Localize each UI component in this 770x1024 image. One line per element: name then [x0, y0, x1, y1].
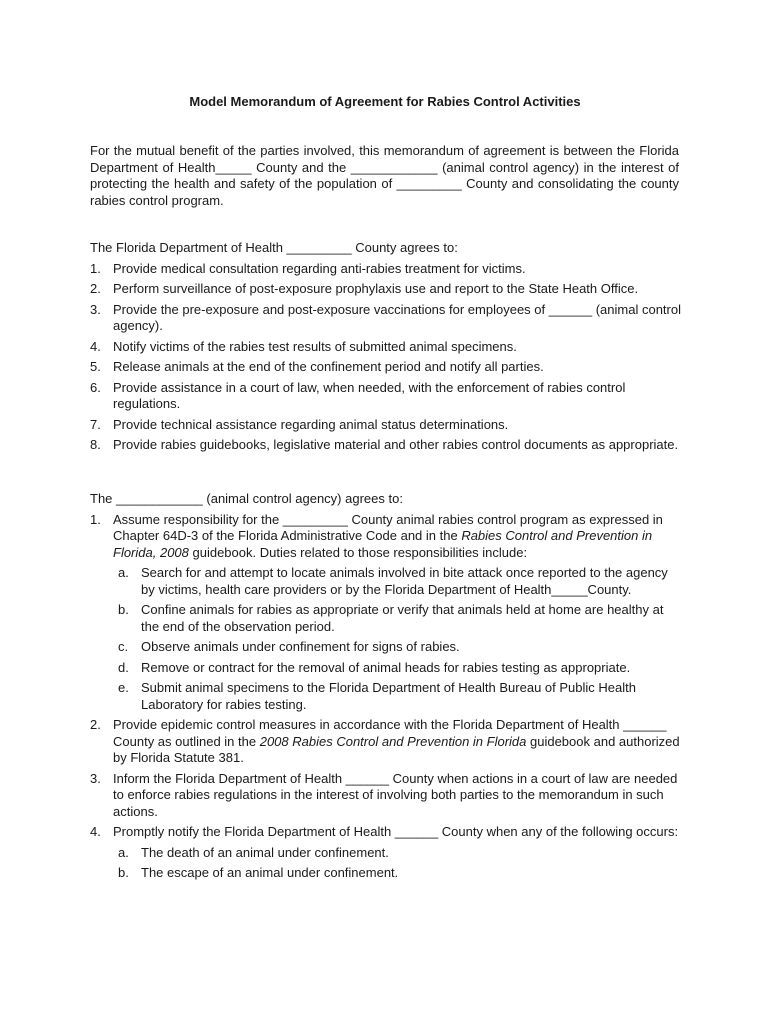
list-item: 5. Release animals at the end of the confinement period and notify all parties.	[90, 359, 544, 374]
agency-duties-list	[90, 512, 685, 882]
list-item: 4. Promptly notify the Florida Department of Health ______ County when any of the following occurs: a. The death of an animal under confinement. b. The escape of an animal under confinement.	[90, 824, 685, 882]
list-item: 3. Inform the Florida Department of Health ______ County when actions in a court of law are needed to enforce rabies regulations in the interest of involving both parties to the memorandum in such actions.	[90, 770, 678, 819]
doh-section	[90, 240, 685, 458]
agency-subduties-list	[113, 565, 685, 713]
intro-paragraph: For the mutual benefit of the parties involved, this memorandum of agreement is between the Florida Department of Health_____ County and the ____________ (animal control agency) in the interest of protecting the health and safety of the population of _________ County and consolidating the county rabies control program.	[90, 143, 679, 208]
doh-section-lead: The Florida Department of Health _________ County agrees to:	[90, 240, 458, 255]
sub-list-item: d. Remove or contract for the removal of animal heads for rabies testing as appropriate.	[118, 659, 631, 675]
notify-conditions-list	[113, 845, 685, 882]
sub-list-item: a. The death of an animal under confinement.	[118, 844, 389, 860]
list-item: 2. Provide epidemic control measures in accordance with the Florida Department of Health ______ County as outlined in the 2008 Rabies Control and Prevention in Florida guidebook and authorized by Florida Statute 381.	[90, 717, 680, 765]
list-item: 1. Provide medical consultation regarding anti-rabies treatment for victims.	[90, 260, 526, 276]
sub-list-item: e. Submit animal specimens to the Florida Department of Health Bureau of Public Health Laboratory for rabies testing.	[118, 680, 636, 712]
list-item: 7. Provide technical assistance regarding animal status determinations.	[90, 416, 509, 432]
agency-section	[90, 491, 685, 886]
list-item: 1. Assume responsibility for the _________ County animal rabies control program as expressed in Chapter 64D-3 of the Florida Administrative Code and in the Rabies Control and Prevention in Florida, 2008 guidebook. Duties related to those responsibilities include: a. Search for and attempt to locate animals involved in bite attack once reported to the agency by victims, health care providers or by the Florida Department of Health_____County. b. Confine animals for rabies as appropriate or verify that animals held at home are healthy at the end of the observation period. c. Observe animals under confinement for signs of rabies. d. Remove or contract for the removal of animal heads for rabies testing as appropriate. e. Submit animal specimens to the Florida Department of Health Bureau of Public Health Laboratory for rabies testing.	[90, 512, 685, 714]
list-item: 6. Provide assistance in a court of law, when needed, with the enforcement of rabies control regulations.	[90, 379, 626, 411]
sub-list-item: c. Observe animals under confinement for signs of rabies.	[118, 639, 460, 654]
sub-list-item: b. The escape of an animal under confinement.	[118, 865, 399, 880]
list-item: 2. Perform surveillance of post-exposure prophylaxis use and report to the State Heath Office.	[90, 281, 639, 296]
list-item: 8. Provide rabies guidebooks, legislative material and other rabies control documents as appropriate.	[90, 437, 679, 452]
list-item: 4. Notify victims of the rabies test results of submitted animal specimens.	[90, 338, 517, 354]
sub-list-item: a. Search for and attempt to locate animals involved in bite attack once reported to the agency by victims, health care providers or by the Florida Department of Health_____County.	[118, 565, 668, 597]
agency-section-lead: The ____________ (animal control agency) agrees to:	[90, 491, 403, 506]
doh-duties-list	[90, 261, 685, 454]
sub-list-item: b. Confine animals for rabies as appropriate or verify that animals held at home are healthy at the end of the observation period.	[118, 602, 664, 634]
document-title: Model Memorandum of Agreement for Rabies Control Activities	[189, 94, 581, 109]
list-item: 3. Provide the pre-exposure and post-exposure vaccinations for employees of ______ (animal control agency).	[90, 301, 681, 333]
